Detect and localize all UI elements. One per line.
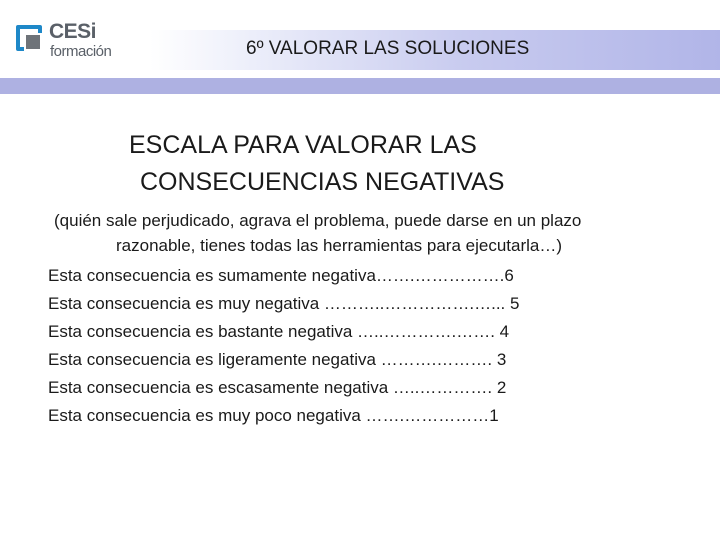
slide-title [0, 127, 720, 201]
section-title: 6º VALORAR LAS SOLUCIONES [246, 38, 530, 59]
scale-item: Esta consecuencia es sumamente negativa…….…………….6 [48, 266, 514, 285]
scale-item: Esta consecuencia es muy poco negativa …….……………1 [48, 406, 499, 425]
logo-text-formacion: formación [50, 43, 112, 60]
logo-square-icon [16, 25, 46, 55]
logo-text-cesi: CESi [49, 20, 97, 43]
scale-item: Esta consecuencia es bastante negativa …..………….……. 4 [48, 322, 510, 341]
header-rule [0, 78, 720, 94]
scale-item: Esta consecuencia es escasamente negativa …..…………. 2 [48, 378, 507, 397]
subtitle-line-2: razonable, tienes todas las herramientas para ejecutarla…) [116, 236, 563, 255]
slide-subtitle [0, 208, 720, 258]
header [0, 0, 720, 96]
title-band [150, 30, 720, 70]
scale-item: Esta consecuencia es ligeramente negativa ……….………. 3 [48, 350, 507, 369]
slide-title-line-1: ESCALA PARA VALORAR LAS [129, 131, 477, 159]
cesi-logo [16, 22, 128, 64]
subtitle-line-1: (quién sale perjudicado, agrava el problema, puede darse en un plazo [54, 211, 582, 230]
slide-title-line-2: CONSECUENCIAS NEGATIVAS [140, 168, 505, 196]
scale-list [48, 262, 708, 430]
scale-item: Esta consecuencia es muy negativa ………..…………….…... 5 [48, 294, 520, 313]
